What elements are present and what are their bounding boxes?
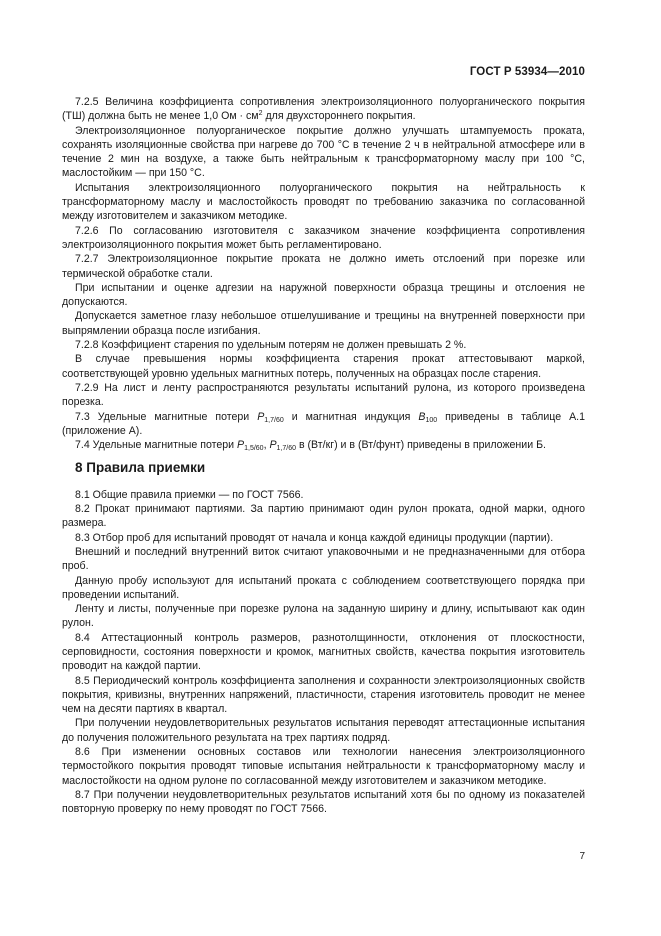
paragraph-text-tail: для двухстороннего покрытия. xyxy=(262,110,416,123)
page-body xyxy=(62,95,585,817)
paragraph: При получении неудовлетворительных результатов испытания переводят аттестационные испытания до получения положительного результата на трех партиях подряд. xyxy=(62,717,585,744)
text: в (Вт/кг) и в (Вт/фунт) приведены в приложении Б. xyxy=(296,439,546,452)
text: , xyxy=(263,439,270,452)
paragraph: 8.1 Общие правила приемки — по ГОСТ 7566. xyxy=(75,488,304,501)
paragraph: Внешний и последний внутренний виток считают упаковочными и не предназначенными для отбора проб. xyxy=(62,545,585,573)
paragraph: 7.2.6 По согласованию изготовителя с заказчиком значение коэффициента сопротивления электроизоляционного покрытия может быть регламентировано. xyxy=(62,224,585,251)
text: 7.4 Удельные магнитные потери xyxy=(75,439,238,452)
superscript: 2 xyxy=(258,110,263,118)
paragraph-7-2-5 xyxy=(62,95,585,124)
paragraph-7-4 xyxy=(62,438,585,452)
section-heading: 8 Правила приемки xyxy=(75,460,206,476)
subscript: 100 xyxy=(425,416,438,424)
paragraph-7-3 xyxy=(62,410,585,439)
page-number: 7 xyxy=(579,851,585,862)
paragraph: 7.2.9 На лист и ленту распространяются результаты испытаний рулона, из которого произведена порезка. xyxy=(62,381,585,409)
symbol-p: P xyxy=(257,410,265,423)
paragraph: Электроизоляционное полуорганическое покрытие должно улучшать штампуемость проката, сохранять изоляционные свойства при нагреве до 700 °С в течение 2 ч в нейтральной атмосфере или в течение 2 мин на воздухе, а также быть нейтральным к трансформаторному маслу при 100 °С, маслостойким — при 150 °С. xyxy=(62,124,585,180)
paragraph: 8.2 Прокат принимают партиями. За партию принимают один рулон проката, одной марки, одного размера. xyxy=(62,503,585,530)
document-id: ГОСТ Р 53934—2010 xyxy=(469,66,585,78)
paragraph: При испытании и оценке адгезии на наружной поверхности образца трещины и отслоения не допускаются. xyxy=(62,281,585,309)
subscript: 1,7/60 xyxy=(264,416,284,424)
paragraph: 7.2.7 Электроизоляционное покрытие проката не должно иметь отслоений при порезке или термической обработке стали. xyxy=(62,253,585,280)
symbol-p: P xyxy=(237,439,245,452)
paragraph: Данную пробу используют для испытаний проката с соблюдением соответствующего порядка при проведении испытаний. xyxy=(62,574,585,601)
symbol-p: P xyxy=(269,439,277,452)
paragraph: В случае превышения нормы коэффициента старения прокат аттестовывают маркой, соответствующей уровню удельных магнитных потерь, полученных на образцах после старения. xyxy=(62,353,585,380)
paragraph: 8.6 При изменении основных составов или технологии нанесения электроизоляционного термостойкого покрытия проводят типовые испытания нейтральности к трансформаторному маслу и маслостойкости на одном рулоне по согласованной между изготовителем и заказчиком методике. xyxy=(62,746,585,787)
paragraph: Ленту и листы, полученные при порезке рулона на заданную ширину и длину, испытывают как один рулон. xyxy=(62,603,585,630)
text: и магнитная индукция xyxy=(283,410,419,423)
paragraph: 8.5 Периодический контроль коэффициента заполнения и сохранности электроизоляционных свойств покрытия, кривизны, внутренних напряжений, пластичности, старения изготовитель проводит не менее чем на десяти партиях в квартал. xyxy=(62,674,585,716)
subscript: 1,7/60 xyxy=(276,445,297,453)
paragraph: Допускается заметное глазу небольшое отшелушивание и трещины на внутренней поверхности при выпрямлении образца после изгибания. xyxy=(62,310,585,337)
paragraph: 7.2.8 Коэффициент старения по удельным потерям не должен превышать 2 %. xyxy=(75,339,467,352)
paragraph-text: 7.2.5 Величина коэффициента сопротивления электроизоляционного полуорганического покрытия (ТШ) должна быть не менее 1,0 Ом · см xyxy=(62,96,585,123)
paragraph: 8.3 Отбор проб для испытаний проводят от начала и конца каждой единицы продукции (партии). xyxy=(75,531,554,544)
subscript: 1,5/60 xyxy=(244,445,264,453)
paragraph: 8.7 При получении неудовлетворительных результатов испытаний хотя бы по одному из показателей повторную проверку по нему проводят по ГОСТ 7566. xyxy=(62,788,585,816)
text: 7.3 Удельные магнитные потери xyxy=(75,410,258,423)
paragraph: Испытания электроизоляционного полуорганического покрытия на нейтральность к трансформаторному маслу и маслостойкость проводят по требованию заказчика по согласованной между изготовителем и заказчиком методике. xyxy=(62,181,585,223)
symbol-b: B xyxy=(418,410,426,423)
text: приведены в таблице А.1 (приложение А). xyxy=(62,410,586,437)
paragraph: 8.4 Аттестационный контроль размеров, разнотолщинности, отклонения от плоскостности, серповидности, состояния поверхности и кромок, магнитных свойств, качества покрытия изготовитель проводит на каждой партии. xyxy=(62,631,585,673)
